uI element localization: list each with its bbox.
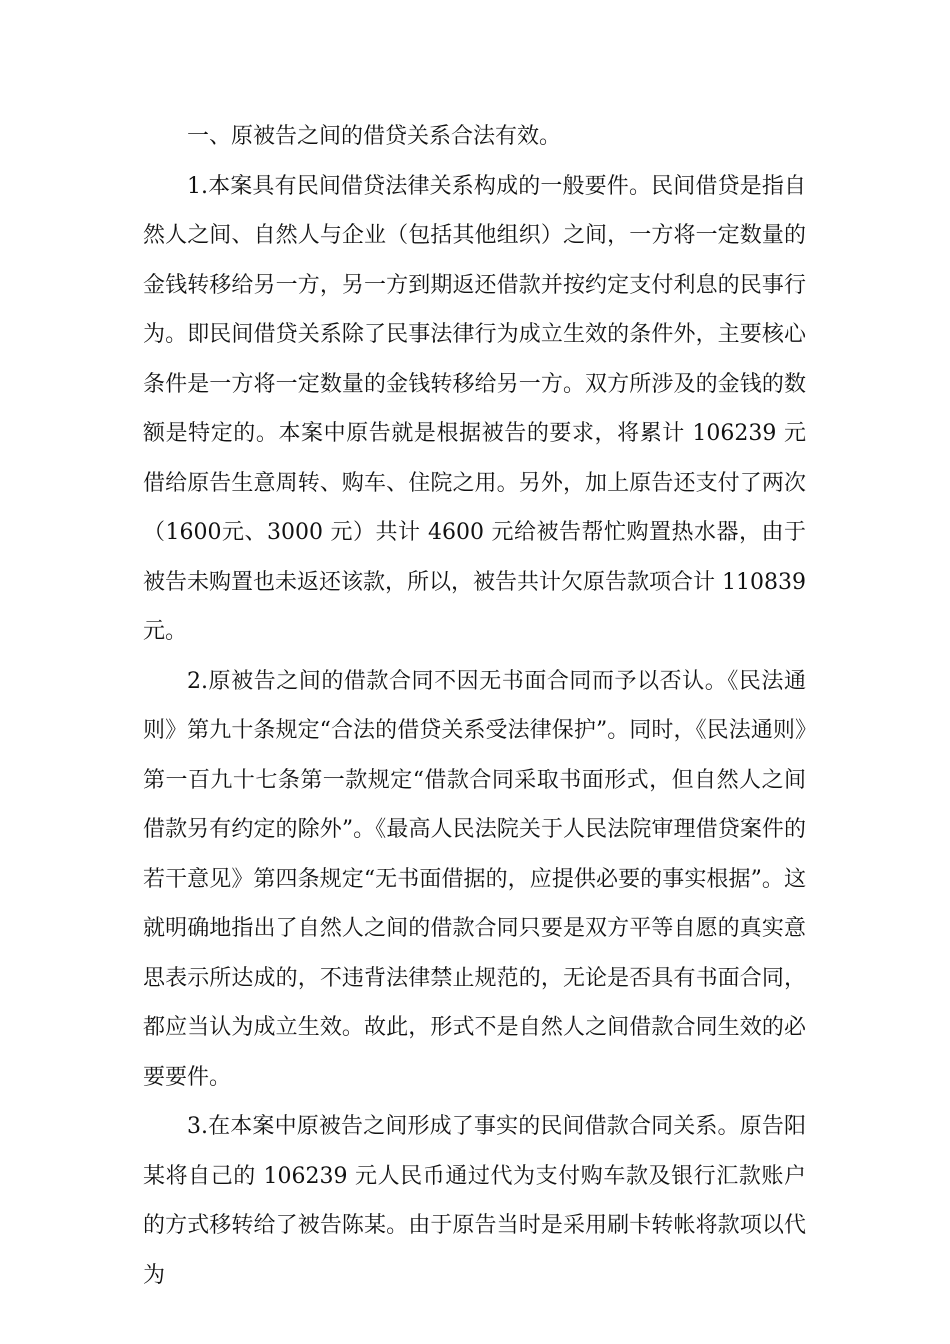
paragraph-2: 2.原被告之间的借款合同不因无书面合同而予以否认。《民法通则》第九十条规定“合法的借贷关系受法律保护”。同时，《民法通则》第一百九十七条第一款规定“借款合同采取书面形式，但自然人之间借款另有约定的除外”。《最高人民法院关于人民法院审理借贷案件的若干意见》第四条规定“无书面借据的，应提供必要的事实根据”。这就明确地指出了自然人之间的借款合同只要是双方平等自愿的真实意思表示所达成的，不违背法律禁止规范的，无论是否具有书面合同，都应当认为成立生效。故此，形式不是自然人之间借款合同生效的必要要件。 <box>143 668 806 1090</box>
document-body <box>143 112 806 1300</box>
paragraph-heading: 一、原被告之间的借贷关系合法有效。 <box>187 124 562 149</box>
paragraph-1: 1.本案具有民间借贷法律关系构成的一般要件。民间借贷是指自然人之间、自然人与企业（包括其他组织）之间，一方将一定数量的金钱转移给另一方，另一方到期返还借款并按约定支付利息的民事行为。即民间借贷关系除了民事法律行为成立生效的条件外，主要核心条件是一方将一定数量的金钱转移给另一方。双方所涉及的金钱的数额是特定的。本案中原告就是根据被告的要求，将累计 106239 元借给原告生意周转、购车、住院之用。另外，加上原告还支付了两次（1600元、3000 元）共计 4600 元给被告帮忙购置热水器，由于被告未购置也未返还该款，所以，被告共计欠原告款项合计 110839 元。 <box>143 173 806 644</box>
paragraph-3: 3.在本案中原被告之间形成了事实的民间借款合同关系。原告阳某将自己的 106239 元人民币通过代为支付购车款及银行汇款账户的方式移转给了被告陈某。由于原告当时是采用刷卡转帐将款项以代为 <box>143 1114 806 1288</box>
